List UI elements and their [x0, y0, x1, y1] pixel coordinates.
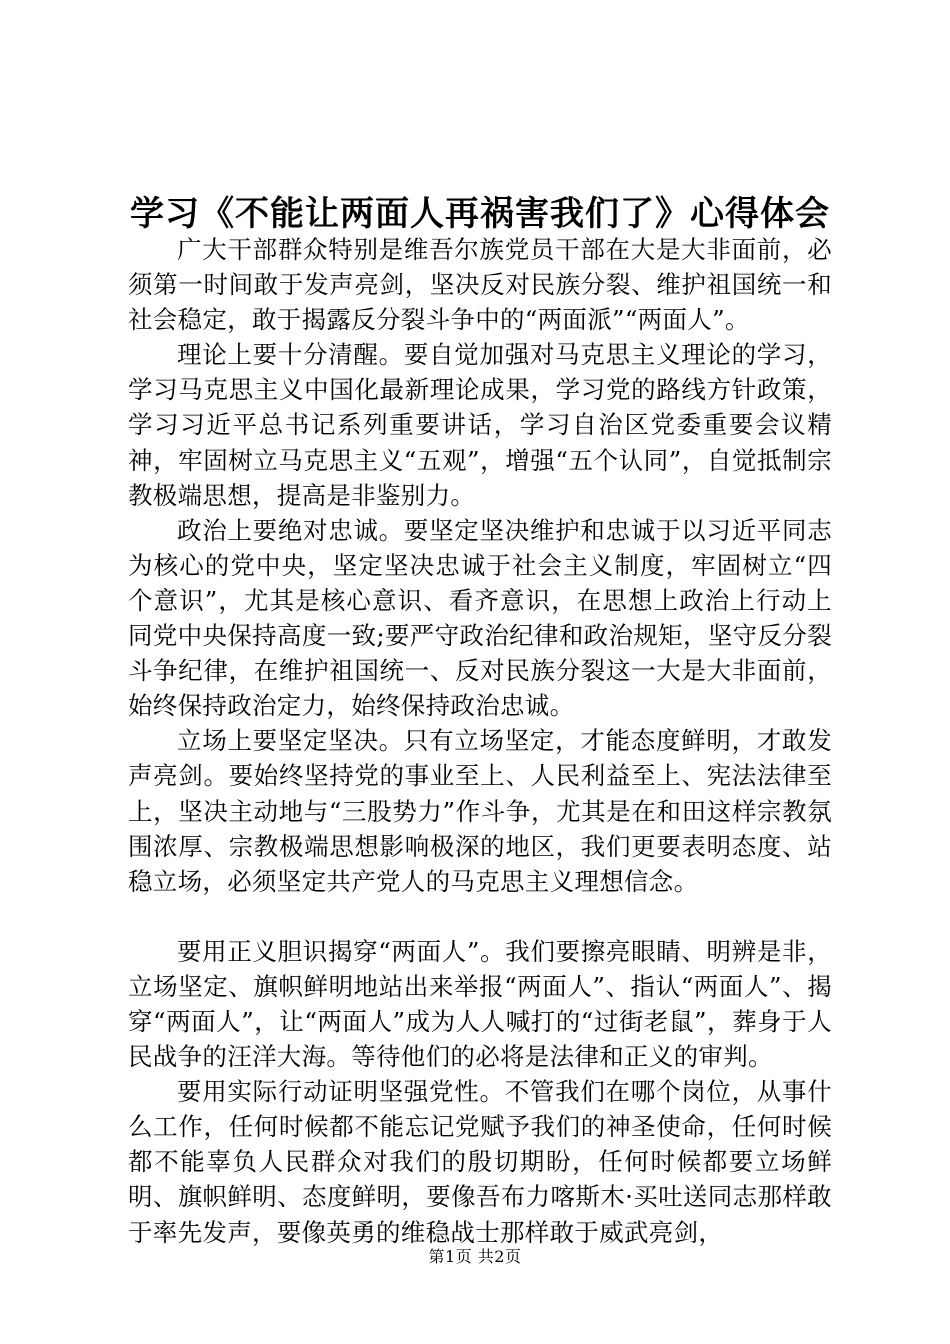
paragraph-justice: 要用正义胆识揭穿“两面人”。我们要擦亮眼睛、明辨是非，立场坚定、旗帜鲜明地站出来举报“两面人”、指认“两面人”、揭穿“两面人”，让“两面人”成为人人喊打的“过街老鼠”，葬身于人民战争的汪洋大海。等待他们的必将是法律和正义的审判。 [128, 936, 832, 1072]
paragraph-gap [128, 899, 832, 934]
document-title: 学习《不能让两面人再祸害我们了》心得体会 [130, 194, 830, 234]
paragraph-intro: 广大干部群众特别是维吾尔族党员干部在大是大非面前，必须第一时间敢于发声亮剑，坚决反对民族分裂、维护祖国统一和社会稳定，敢于揭露反分裂斗争中的“两面派”“两面人”。 [128, 235, 832, 335]
page-footer: 第1页 共2页 [428, 1247, 522, 1266]
document-body [128, 232, 832, 1250]
paragraph-action: 要用实际行动证明坚强党性。不管我们在哪个岗位，从事什么工作，任何时候都不能忘记党赋予我们的神圣使命，任何时候都不能辜负人民群众对我们的殷切期盼，任何时候都要立场鲜明、旗帜鲜明、态度鲜明，要像吾布力喀斯木·买吐送同志那样敢于率先发声，要像英勇的维稳战士那样敢于威武亮剑， [128, 1077, 832, 1247]
paragraph-theory: 理论上要十分清醒。要自觉加强对马克思主义理论的学习，学习马克思主义中国化最新理论成果，学习党的路线方针政策，学习习近平总书记系列重要讲话，学习自治区党委重要会议精神，牢固树立马克思主义“五观”，增强“五个认同”，自觉抵制宗教极端思想，提高是非鉴别力。 [128, 340, 832, 510]
paragraph-stance: 立场上要坚定坚决。只有立场坚定，才能态度鲜明，才敢发声亮剑。要始终坚持党的事业至上、人民利益至上、宪法法律至上，坚决主动地与“三股势力”作斗争，尤其是在和田这样宗教氛围浓厚、宗教极端思想影响极深的地区，我们更要表明态度、站稳立场，必须坚定共产党人的马克思主义理想信念。 [128, 726, 832, 896]
paragraph-politics: 政治上要绝对忠诚。要坚定坚决维护和忠诚于以习近平同志为核心的党中央，坚定坚决忠诚于社会主义制度，牢固树立“四个意识”，尤其是核心意识、看齐意识，在思想上政治上行动上同党中央保持高度一致;要严守政治纪律和政治规矩，坚守反分裂斗争纪律，在维护祖国统一、反对民族分裂这一大是大非面前，始终保持政治定力，始终保持政治忠诚。 [128, 515, 833, 721]
